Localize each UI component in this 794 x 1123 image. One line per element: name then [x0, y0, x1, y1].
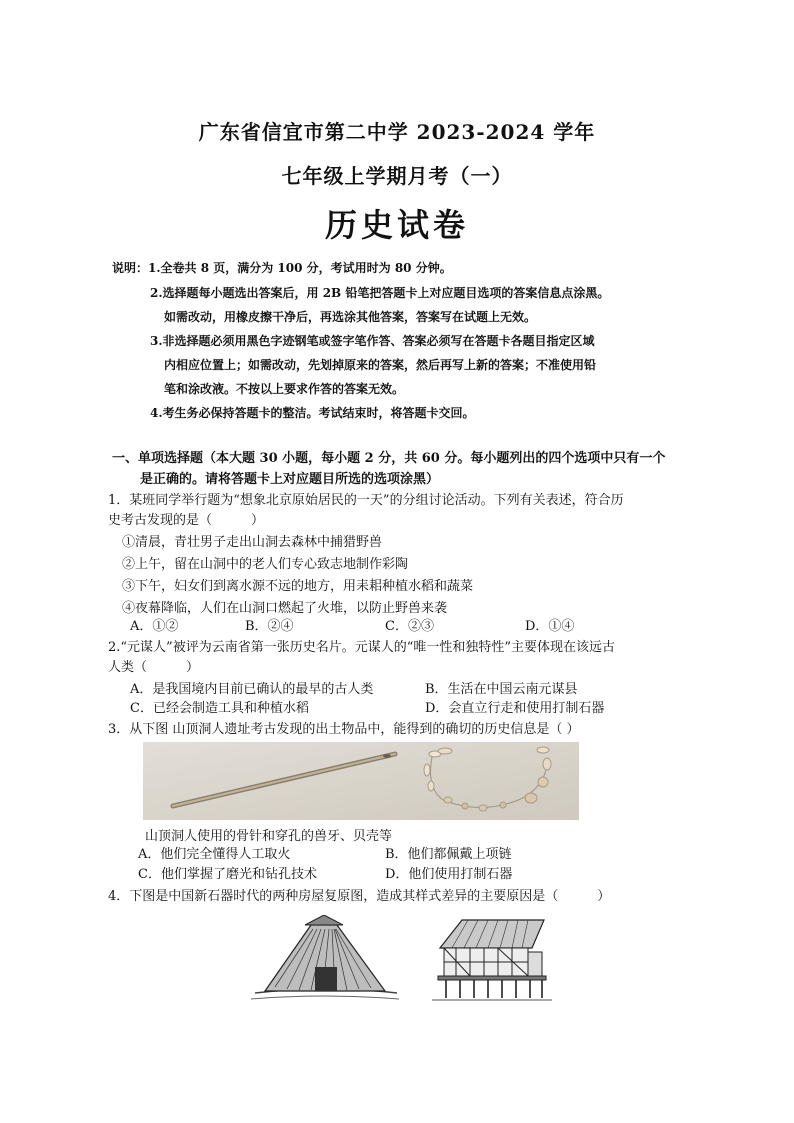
q2-option-d[interactable]: D．会直立行走和使用打制石器 [425, 701, 605, 716]
q1-option-b[interactable]: B．②④ [245, 619, 294, 634]
q2-stem: 2.“元谋人”被评为云南省第一张历史名片。元谋人的“唯一性和独特性”主要体现在该远古 [108, 640, 615, 655]
round-hut-illustration [245, 915, 405, 1005]
q1-option-c[interactable]: C．②③ [385, 619, 434, 634]
q3-option-d[interactable]: D．他们使用打制石器 [385, 867, 513, 882]
instruction-3: 3.非选择题必须用黑色字迹钢笔或签字笔作答、答案必须写在答题卡各题目指定区域 [150, 334, 595, 348]
q1-option-a[interactable]: A．①② [130, 619, 179, 634]
instruction-1: 说明：1.全卷共 8 页，满分为 100 分，考试用时为 80 分钟。 [112, 261, 452, 275]
q3-stem: 3．从下图 山顶洞人遗址考古发现的出土物品中，能得到的确切的历史信息是（ ） [108, 722, 580, 737]
q1-item-4: ④夜幕降临，人们在山洞口燃起了火堆，以防止野兽来袭 [122, 601, 448, 616]
section-heading: 一、单项选择题（本大题 30 小题，每小题 2 分，共 60 分。每小题列出的四个选项中只有一个 [112, 451, 666, 466]
stilt-house-illustration [432, 912, 552, 1002]
q1-item-1: ①清晨，青壮男子走出山洞去森林中捕猎野兽 [122, 535, 383, 550]
instruction-3c: 笔和涂改液。不按以上要求作答的答案无效。 [164, 382, 405, 396]
q3-option-a[interactable]: A．他们完全懂得人工取火 [138, 847, 291, 862]
q1-item-3: ③下午，妇女们到离水源不远的地方，用耒耜种植水稻和蔬菜 [122, 579, 474, 594]
q1-option-d[interactable]: D．①④ [525, 619, 575, 634]
q1-stem-2: 史考古发现的是（ ） [108, 513, 265, 528]
q2-stem-2: 人类（ ） [108, 660, 200, 675]
instruction-2b: 如需改动，用橡皮擦干净后，再选涂其他答案，答案写在试题上无效。 [164, 310, 537, 324]
q3-option-c[interactable]: C．他们掌握了磨光和钻孔技术 [138, 867, 317, 882]
q2-option-a[interactable]: A．是我国境内目前已确认的最早的古人类 [130, 682, 374, 697]
title-line2: 七年级上学期月考（一） [281, 164, 513, 188]
page-title: 历史试卷 [324, 206, 469, 244]
q4-stem: 4．下图是中国新石器时代的两种房屋复原图，造成其样式差异的主要原因是（ ） [108, 889, 611, 904]
q2-option-b[interactable]: B．生活在中国云南元谋县 [425, 682, 578, 697]
section-heading-2: 是正确的。请将答题卡上对应题目所选的选项涂黑） [140, 472, 440, 487]
q3-option-b[interactable]: B．他们都佩戴上项链 [385, 847, 512, 862]
instruction-3b: 内相应位置上；如需改动，先划掉原来的答案，然后再写上新的答案；不准使用铅 [164, 358, 597, 372]
q2-option-c[interactable]: C．已经会制造工具和种植水稻 [130, 701, 309, 716]
title-line1: 广东省信宜市第二中学 2023-2024 学年 [198, 120, 596, 144]
q1-item-2: ②上午，留在山洞中的老人们专心致志地制作彩陶 [122, 557, 409, 572]
instruction-4: 4.考生务必保持答题卡的整洁。考试结束时，将答题卡交回。 [150, 406, 475, 420]
instruction-2: 2.选择题每小题选出答案后，用 2B 铅笔把答题卡上对应题目选项的答案信息点涂黑。 [150, 286, 610, 300]
q1-stem: 1．某班同学举行题为“想象北京原始居民的一天”的分组讨论活动。下列有关表述，符合历 [108, 493, 624, 508]
bone-needle-necklace-photo [143, 742, 579, 820]
figure-caption: 山顶洞人使用的骨针和穿孔的兽牙、贝壳等 [145, 829, 393, 844]
